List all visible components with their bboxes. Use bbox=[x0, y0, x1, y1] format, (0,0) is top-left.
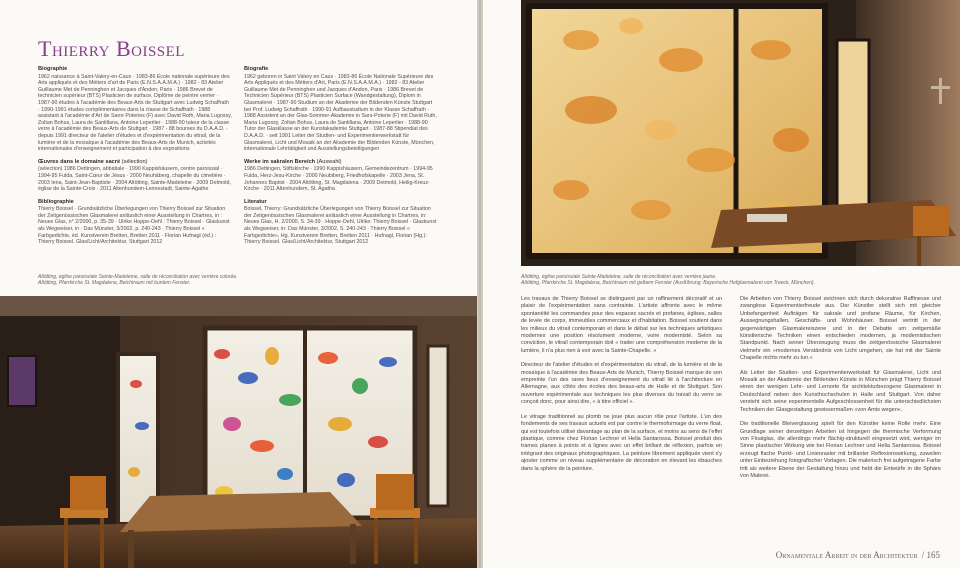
caption-fr-right: Altötting, église paroissiale Sainte-Madeleine, salle de réconciliation avec verrière jaune. bbox=[521, 274, 717, 280]
works-heading-fr bbox=[38, 159, 232, 166]
colored-window-room-image bbox=[0, 296, 477, 568]
bibl-text-fr: Thierry Boissel · Grundsätzliche Überlegungen von Thierry Boissel zur Situation der Zeitgenössischen Glasmalerei anlässlich einer Ausstellung in Chartres, in : Neues Glas, n° 2/2000, p. 35-39 · Ulrike Hoppe-Oehl : Thierry Boissel · Glaskunst als Wegweiser, in : Das Münster, 3/2002, p. 240-243 · Thierry Boissel « Farbgedichte, éd. Kunstverein Bretten, Bretten 2011 · Florian Hufnagl (éd.) : Thierry Boissel. Glas/Licht/Architektur, Stuttgart 2012 bbox=[38, 206, 230, 246]
essay-german bbox=[740, 296, 941, 487]
french-column bbox=[38, 66, 232, 252]
essay-fr-paragraph: Les travaux de Thierry Boissel se distinguent par un raffinement décoratif et un plaisir de l'expérimentation sans contrainte. L'artiste affronte avec le même spontanéité les commandes pour des espaces sacrés et profanes, églises, salles de levée de corps, immeubles commerciaux et d'habitation. Boissel soutient dans les milieux du vitrail contemporain et dans le débat sur les techniques artistiques modernes une position résolument moderne, voire modernisté. Selon sa conviction, le vitrail contemporain doit « traiter une compréhension moderne de la lumière, il n'a plus rien à voir avec la Sainte-Chapelle. » bbox=[521, 296, 722, 354]
essay-french bbox=[521, 296, 722, 487]
left-page bbox=[0, 0, 477, 568]
works-text-de: 1986 Dettingen, Stiftskirche · 1990 Kappishäusern, Gemeindezentrum · 1994-95 Fulda, Herz-Jesu-Kirche · 2000 Neubiberg, Friedhofskapelle · 2003 Jena, St. Johannes Baptist · 2004 Altötting, St. Magdalena · 2009 Detmold, Heilig-Kreuz-Kirche · 2011 Altenhundem, St. Agatha bbox=[244, 166, 433, 193]
works-heading-fr-label: Œuvres dans le domaine sacré bbox=[38, 158, 121, 165]
bio-heading-de: Biografie bbox=[244, 66, 269, 72]
page-number: / 165 bbox=[921, 550, 940, 560]
works-text-fr: (sélection) 1986 Dettingen, abbatiale · 1990 Kappishäusern, centre paroissial · 1994-95 Fulda, Saint-Cœur de Jésus · 2000 Neuhäberg, chapelle du cimetière · 2003 Iena, Saint-Jean-Baptiste · 2004 Altötting, Sainte-Madeleine · 2009 Detmold, église de la Sainte-Croix · 2011 Altenhundem-Lennestadt, Sainte-Agathe bbox=[38, 166, 231, 193]
bibl-heading-fr: Bibliographie bbox=[38, 198, 74, 205]
essay-de-paragraph: Die Arbeiten von Thierry Boissel zeichnen sich durch dekorative Raffinesse und zwanglose Experimentierfreude aus. Der Künstler stellt sich mit gleicher Unbefangenheit Aufträgen für sakrale und profane Räume, für Kirchen, Aussegnungshallen, Geschäfts- und Wohnhäuser. Boissel vertritt in der gegenwärtigen Glasmalereiszene und in der Debatte um zeitgemäße künstlerische Techniken einen entschieden modernen, ja modernistischen Standpunkt. Nach seiner Überzeugung muss die zeitgenössische Glasmalerei vielmehr ein »modernes Verständnis von Licht umgehen, sie hat mit der Sainte Chapelle nichts mehr zu tun.« bbox=[740, 296, 941, 362]
caption-de-right: Altötting, Pfarrkirche St. Magdalena, Beichtraum mit gelbem Fenster (Ausführung: Bayerische Hofglasmalerei von Treeck, München). bbox=[521, 280, 815, 287]
bibl-heading-de: Literatur bbox=[244, 198, 267, 205]
essay-columns bbox=[521, 296, 941, 487]
works-heading-de bbox=[244, 159, 438, 166]
essay-fr-paragraph: Directeur de l'atelier d'études et d'expérimentation du vitrail, de la lumière et de la mosaïque à l'académie des Beaux-Arts de Munich, Thierry Boissel marque de son empreinte l'un des rares lieux d'enseignement du vitrail lié à l'architecture en Allemagne, aux côtés des écoles des beaux-arts de Halle et de Stuttgart. Son ouverture expérimentale aux techniques les plus diverses du travail du verre se conçoit donc, pour ainsi dire, « à titre officiel ». bbox=[521, 362, 722, 406]
works-heading-de-label: Werke im sakralen Bereich bbox=[244, 158, 316, 165]
bio-text-fr: 1962 naissance à Saint-Valery-en-Caux · 1983-86 École nationale supérieure des Arts appliqués et des Métiers d'art de Paris (E.N.S.A.A.M.A.) · 1982 - 83 Atelier Guillaume Met de Penninghen et Jacques d'Andon, Paris · 1986 Brevet de technicien supérieur (BTS) Plasticien de surface. Diplôme de peintre verrier · 1987-90 études à l'académie des Beaux-Arts de Stuttgart avec Ludwig Schaffrath · 1990-1991 études complémentaires dans la classe de Schaffrath · 1988 assistant à l'académie d'Art de Sarre Poteries (F) avec David Roth, Maria Lugossy, Zoltan Bohus, Laura de Santillana, Antoine Leperlier · 1988-90 tuteur de la classe verre à l'académie des Beaux-Arts de Stuttgart · 1987 - 88 bourses du D.A.A.D. · depuis 1991 directeur de l'atelier d'études et d'expérimentation du vitrail, de la lumière et de la mosaïque à l'académie des Beaux-Arts de Munich, activités internationales d'enseignement et participation à des expositions bbox=[38, 73, 232, 153]
essay-fr-paragraph: Le vitrage traditionnel au plomb ne joue plus aucun rôle pour l'artiste. L'un des fondements de ses travaux actuels est par contre le thermoformage du verre float, qui est toutefois utilisé davantage au plan de la surface, et moins au sens de l'effet plastique, comme chez Florian Lechner et Hella Santarossa. Boissel produit des trames planes à points et à lignes avec un effet brillant de réflexion, parfois en intégrant des originaux photographiques. La peinture librement appliquée vient s'y ajouter comme un niveau supplémentaire de décoration en élevant les ébauches dans la sphère de la peinture. bbox=[521, 413, 722, 472]
right-page bbox=[483, 0, 960, 568]
caption-de-left: Altötting, Pfarrkirche St. Magdalena, Beichtraum mit buntem Fenster. bbox=[38, 280, 191, 287]
works-sub-de: (Auswahl) bbox=[316, 158, 342, 165]
photo-colored-window bbox=[0, 296, 477, 568]
caption-fr-left: Altötting, église paroissiale Sainte-Madeleine, salle de réconciliation avec verrière colorée. bbox=[38, 274, 238, 280]
artist-title: Thierry Boissel bbox=[38, 36, 185, 61]
running-footer bbox=[776, 550, 940, 560]
bio-heading-fr: Biographie bbox=[38, 66, 68, 72]
yellow-window-room-image bbox=[521, 0, 960, 266]
german-column bbox=[244, 66, 438, 252]
biography-columns bbox=[38, 66, 438, 252]
bio-text-de: 1962 geboren in Saint Valery en Caux · 1983-86 École Nationale Supérieure des Arts Appliqués et des Métiers d'Art, Paris (E.N.S.A.A.M.A.) · 1982 - 83 Atelier Guillaume Met de Penninghen und Jacques d'Andon, Paris · 1986 Brevet de Technicien Supérieur (BTS) Plasticien Surface (Wandgestaltung), Diplom in Glasmalerei · 1987-90 Studium an der Akademie der Bildenden Künste Stuttgart bei Prof. Ludwig Schaffrath · 1990-91 Aufbaustudium in der Klasse Schaffrath · 1988 Assistent an der Glas-Sommer-Akademie in Sars-Poterie (F) mit David Ruth, Maria Lugossy, Zoltan Bohus, Laura de Santillana, Antoine Leperlier · 1988-90 Tutor der Glasklasse an der Kunstakademie Stuttgart · 1987-88 Stipendiat des D.A.A.D. · seit 1991 Leiter der Studien- und Experimentierwerkstatt für Glasmalerei, Licht und Mosaik an der Akademie der Bildenden Künste, München, internationale Lehrtätigkeit und Ausstellungsbeteiligungen bbox=[244, 73, 437, 153]
bibl-text-de: Boissel, Thierry: Grundsätzliche Überlegungen von Thierry Boissel zur Situation der Zeitgenössischen Glasmalerei anlässlich einer Ausstellung in Chartres, in: Neues Glas, H. 2/2000, S. 34-39 · Hoppe-Oehl, Ulrike: Thierry Boissel · Glaskunst als Wegweiser, in: Das Münster, 3/2002, S. 240-243 · Thierry Boissel « Farbgedichte», Hg. Kunstverein Bretten, Bretten 2011 · Hufnagl, Florian (Hg.): Thierry Boissel. Glas/Licht/Architektur, Stuttgart 2012 bbox=[244, 206, 437, 246]
essay-de-paragraph: Als Leiter der Studien- und Experimentierwerkstatt für Glasmalerei, Licht und Mosaik an der Akademie der Bildenden Künste in München prägt Thierry Boissel einen der wenigen Lehr- und Lernorte für architekturbezogene Glasmalerei in Deutschland neben den Kunsthochschulen in Halle und Stuttgart. Von daher versteht sich seine experimentelle Aufgeschlossenheit für die unterschiedlichsten Techniken der Glasgestaltung gewissermaßen »von Amts wegen«. bbox=[740, 369, 941, 413]
works-sub-fr: (sélection) bbox=[121, 158, 148, 165]
footer-title: Ornamentale Arbeit in der Architektur bbox=[775, 550, 918, 560]
photo-caption-right bbox=[521, 274, 941, 287]
photo-yellow-window bbox=[521, 0, 960, 266]
essay-de-paragraph: Die traditionelle Bleiverglasung spielt für den Künstler keine Rolle mehr. Eine Grundlage seiner derzeitigen Arbeiten ist hingegen die thermische Verformung von Floatglas, die allerdings mehr flächig-strukturell eingesetzt wird, weniger im Sinne plastischer Wirkung wie bei Florian Lechner und Hella Santarossa. Boissel erzeugt flache Punkt- und Linienraster mit brillanter Reflexionswirkung, zuweilen unter Einbeziehung fotografischer Vorlagen. Die malerisch frei aufgetragene Farbe tritt als weitere Ebene der Gestaltung hinzu und hebt die Entwürfe in die Sphäre von Malerei. bbox=[740, 421, 941, 479]
photo-caption-left bbox=[38, 274, 438, 287]
